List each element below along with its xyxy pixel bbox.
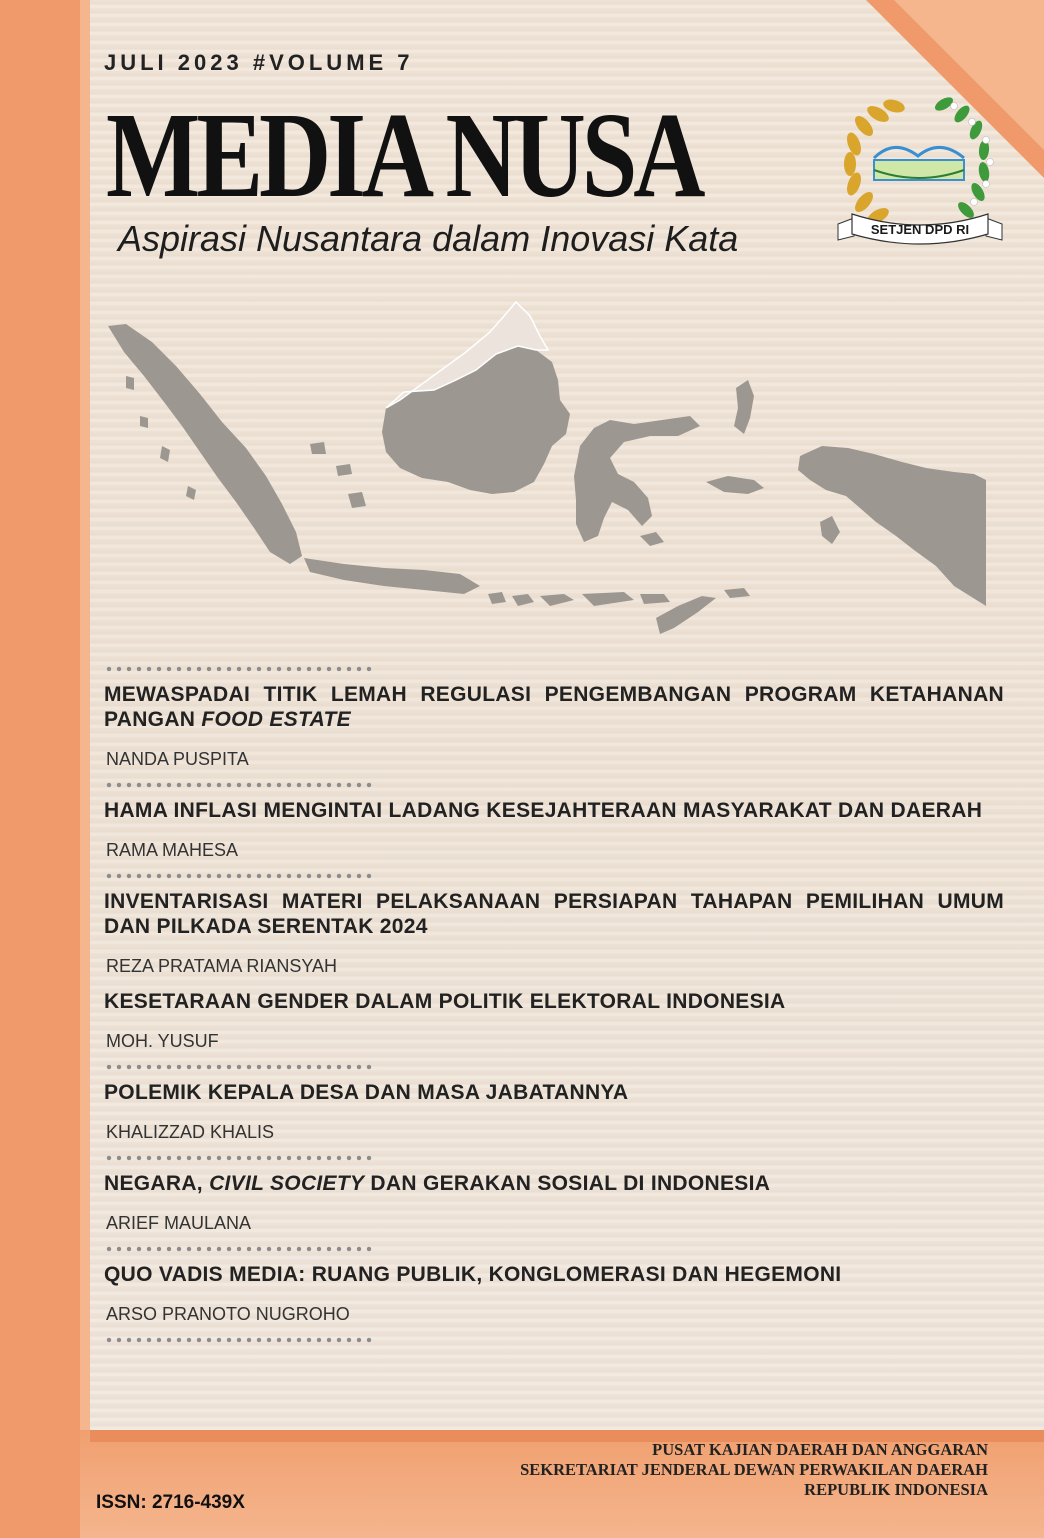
article-title: QUO VADIS MEDIA: RUANG PUBLIK, KONGLOMERASI DAN HEGEMONI (104, 1263, 842, 1286)
list-item (104, 1262, 1004, 1325)
article-author: ARIEF MAULANA (106, 1213, 252, 1233)
dotted-divider (104, 666, 374, 672)
list-item (104, 989, 1004, 1052)
article-author: RAMA MAHESA (106, 840, 239, 860)
dotted-divider (104, 1337, 374, 1343)
list-item (104, 682, 1004, 770)
masthead-title: MEDIA NUSA (106, 88, 702, 223)
article-author: MOH. YUSUF (106, 1031, 219, 1051)
issn-label: ISSN: 2716-439X (96, 1492, 245, 1513)
article-list (104, 666, 1004, 1353)
indonesia-map-icon (104, 296, 994, 646)
dotted-divider (104, 782, 374, 788)
publisher-line: PUSAT KAJIAN DAERAH DAN ANGGARAN (652, 1440, 988, 1459)
article-title: HAMA INFLASI MENGINTAI LADANG KESEJAHTERAAN MASYARAKAT DAN DAERAH (104, 799, 983, 822)
left-accent-band (0, 0, 90, 1538)
publisher-block (520, 1440, 988, 1500)
list-item (104, 798, 1004, 861)
list-item (104, 1080, 1004, 1143)
issue-line: JULI 2023 #VOLUME 7 (104, 50, 414, 75)
article-author: ARSO PRANOTO NUGROHO (106, 1304, 350, 1324)
dotted-divider (104, 873, 374, 879)
dotted-divider (104, 1155, 374, 1161)
list-item (104, 889, 1004, 977)
wreath-emblem-icon (834, 86, 1006, 254)
dotted-divider (104, 1064, 374, 1070)
article-author: KHALIZZAD KHALIS (106, 1122, 275, 1142)
list-item (104, 1171, 1004, 1234)
article-title: POLEMIK KEPALA DESA DAN MASA JABATANNYA (104, 1081, 629, 1104)
publisher-line: REPUBLIK INDONESIA (804, 1480, 988, 1499)
article-title: INVENTARISASI MATERI PELAKSANAAN PERSIAPAN TAHAPAN PEMILIHAN UMUM DAN PILKADA SERENTAK 2024 (104, 890, 1004, 938)
article-author: REZA PRATAMA RIANSYAH (106, 956, 338, 976)
publisher-line: SEKRETARIAT JENDERAL DEWAN PERWAKILAN DAERAH (520, 1460, 988, 1479)
article-author: NANDA PUSPITA (106, 749, 249, 769)
article-title: NEGARA, CIVIL SOCIETY DAN GERAKAN SOSIAL DI INDONESIA (104, 1172, 771, 1195)
tagline: Aspirasi Nusantara dalam Inovasi Kata (118, 218, 739, 259)
article-title: KESETARAAN GENDER DALAM POLITIK ELEKTORAL INDONESIA (104, 990, 786, 1013)
article-title: MEWASPADAI TITIK LEMAH REGULASI PENGEMBANGAN PROGRAM KETAHANAN PANGAN FOOD ESTATE (104, 683, 1004, 731)
dotted-divider (104, 1246, 374, 1252)
logo-banner-text: SETJEN DPD RI (870, 222, 970, 237)
